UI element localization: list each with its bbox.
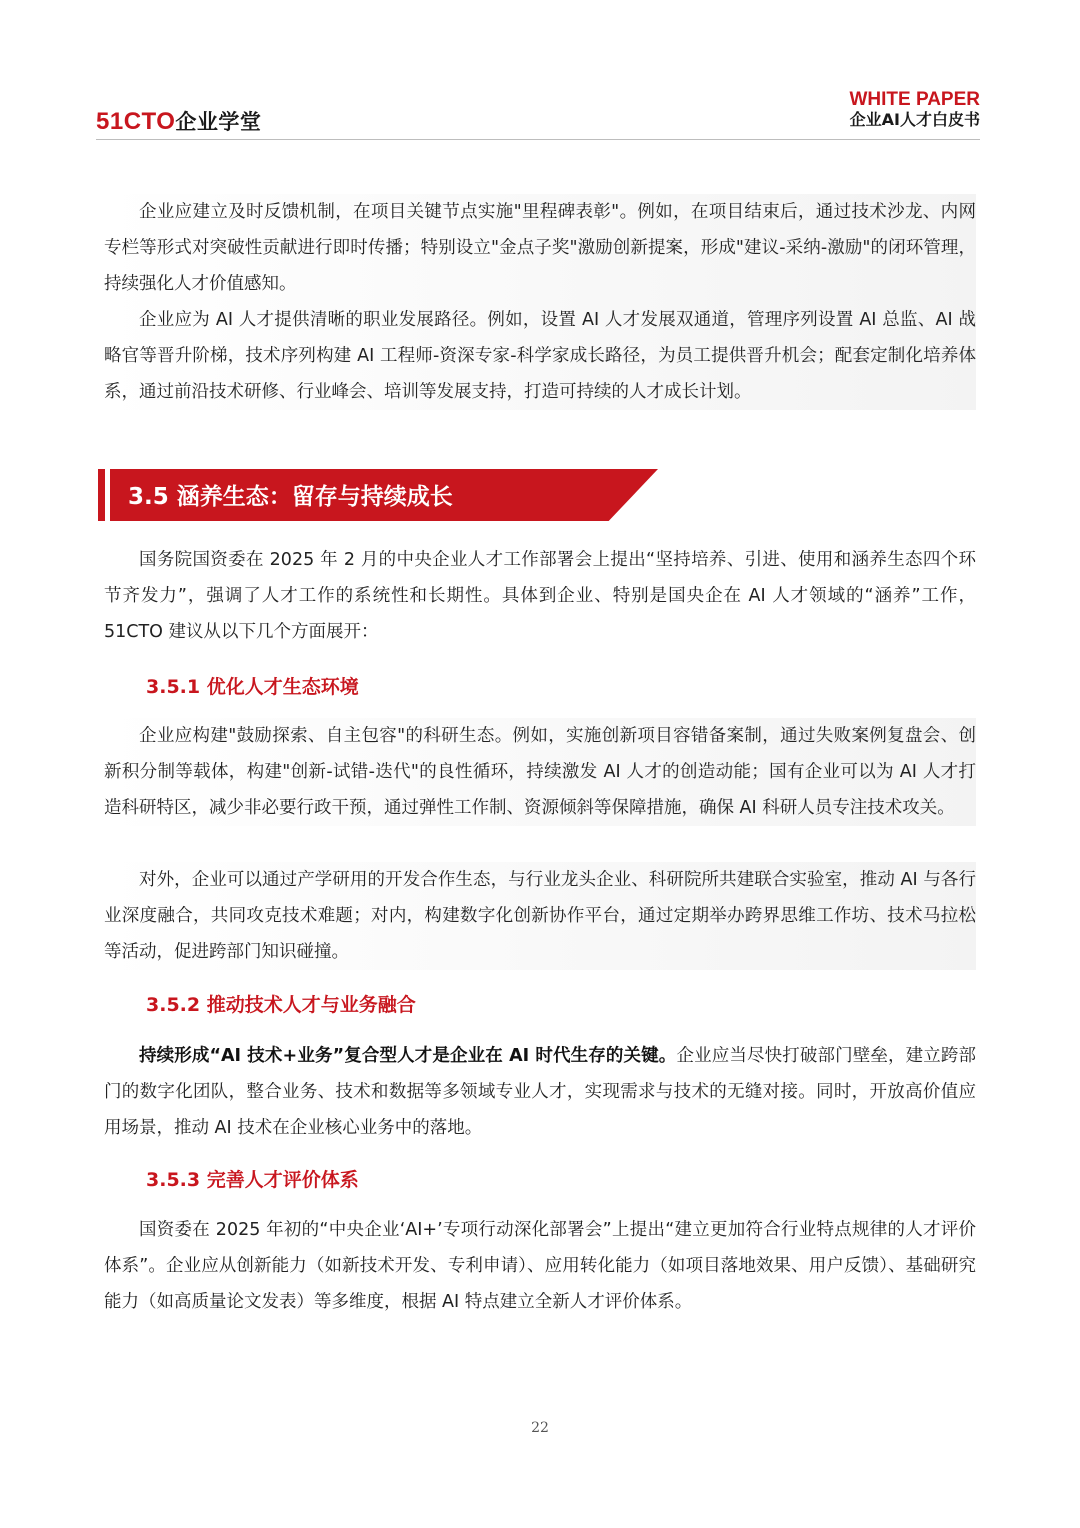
header-divider (96, 139, 980, 140)
sub2-rest: 企业应当尽快打破部门壁垒，建立跨部门的数字化团队，整合业务、技术和数据等多领域专业人才，实现需求与技术的无缝对接。同时，开放高价值应用场景，推动 AI 技术在企业核心业务中的落地。 (104, 1046, 977, 1138)
white-paper-label (849, 90, 980, 130)
page-header (96, 88, 980, 140)
logo-brand: 51CTO (96, 108, 176, 135)
sub1-paragraph-2: 对外，企业可以通过产学研用的开发合作生态，与行业龙头企业、科研院所共建联合实验室，推动 AI 与各行业深度融合，共同攻克技术难题；对内，构建数字化创新协作平台，通过定期举办跨界思维工作坊、技术马拉松等活动，促进跨部门知识碰撞。 (104, 862, 976, 970)
section-banner (98, 469, 668, 521)
white-paper-en: WHITE PAPER (849, 89, 980, 110)
section-intro: 国务院国资委在 2025 年 2 月的中央企业人才工作部署会上提出“坚持培养、引进、使用和涵养生态四个环节齐发力”，强调了人才工作的系统性和长期性。具体到企业、特别是国央企在 AI 人才领域的“涵养”工作，51CTO 建议从以下几个方面展开： (104, 550, 976, 642)
sub2-paragraph (104, 1038, 976, 1146)
subsection-title-1: 3.5.1 优化人才生态环境 (146, 676, 359, 698)
logo-text: 企业学堂 (175, 110, 262, 134)
page-number: 22 (531, 1420, 549, 1436)
sub2-bold-lead: 持续形成“AI 技术+业务”复合型人才是企业在 AI 时代生存的关键。 (139, 1046, 677, 1066)
subsection-title-3: 3.5.3 完善人才评价体系 (146, 1169, 359, 1191)
section-title: 3.5 涵养生态：留存与持续成长 (128, 484, 453, 510)
sub1-paragraph-1: 企业应构建"鼓励探索、自主包容"的科研生态。例如，实施创新项目容错备案制，通过失败案例复盘会、创新积分制等载体，构建"创新-试错-迭代"的良性循环，持续激发 AI 人才的创造动能；国有企业可以为 AI 人才打造科研特区，减少非必要行政干预，通过弹性工作制、资源倾斜等保障措施，确保 AI 科研人员专注技术攻关。 (104, 718, 976, 826)
company-logo (96, 106, 261, 136)
section-banner-bar (98, 469, 105, 521)
paragraph-feedback: 企业应建立及时反馈机制，在项目关键节点实施"里程碑表彰"。例如，在项目结束后，通过技术沙龙、内网专栏等形式对突破性贡献进行即时传播；特别设立"金点子奖"激励创新提案，形成"建议-采纳-激励"的闭环管理，持续强化人才价值感知。 (104, 194, 976, 302)
white-paper-cn: 企业AI人才白皮书 (849, 110, 980, 129)
sub3-paragraph: 国资委在 2025 年初的“中央企业‘AI+’专项行动深化部署会”上提出“建立更加符合行业特点规律的人才评价体系”。企业应从创新能力（如新技术开发、专利申请）、应用转化能力（如项目落地效果、用户反馈）、基础研究能力（如高质量论文发表）等多维度，根据 AI 特点建立全新人才评价体系。 (104, 1220, 976, 1312)
paragraph-career-path: 企业应为 AI 人才提供清晰的职业发展路径。例如，设置 AI 人才发展双通道，管理序列设置 AI 总监、AI 战略官等晋升阶梯，技术序列构建 AI 工程师-资深专家-科学家成长路径，为员工提供晋升机会；配套定制化培养体系，通过前沿技术研修、行业峰会、培训等发展支持，打造可持续的人才成长计划。 (104, 302, 976, 410)
subsection-title-2: 3.5.2 推动技术人才与业务融合 (146, 994, 416, 1016)
